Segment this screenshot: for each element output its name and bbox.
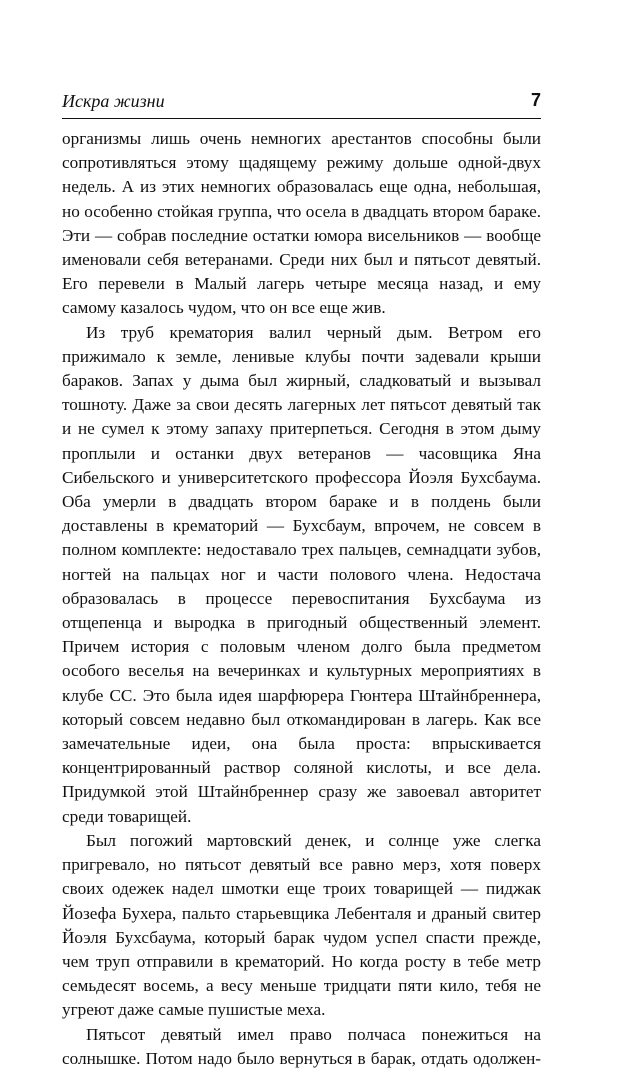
header-rule	[62, 118, 541, 119]
paragraph-1: организмы лишь очень немногих арестантов способны были сопротивляться этому щадящему режиму дольше одной-двух недель. А из этих немногих образовалась еще одна, небольшая, но особенно стойкая группа, что осела в двадцать втором бараке. Эти — собрав последние остатки юмора висельников — вообще именовали себя ветеранами. Среди них был и пятьсот девятый. Его перевели в Малый лагерь четыре месяца назад, и ему самому казалось чудом, что он все еще жив.	[62, 129, 541, 318]
paragraph-3: Был погожий мартовский денек, и солнце уже слегка пригревало, но пятьсот девятый все равно мерз, хотя поверх своих одежек надел шмотки еще троих товарищей — пиджак Йозефа Бухера, пальто старьевщика Лебенталя и драный свитер Йоэля Бухсбаума, который барак чудом успел спасти прежде, чем труп отправили в крематорий. Но когда росту в тебе метр семьдесят восемь, а весу меньше тридцати пяти кило, тебя не угреют даже самые пушистые меха.	[62, 830, 541, 1020]
book-page	[62, 90, 541, 1071]
running-header	[62, 90, 541, 114]
body-text	[62, 127, 541, 1071]
running-title: Искра жизни	[62, 91, 165, 111]
paragraph-4: Пятьсот девятый имел право полчаса понежиться на солнышке. Потом надо было вернуться в барак, отдать одолжен-	[62, 1024, 541, 1068]
page-number: 7	[530, 90, 541, 110]
paragraph-2: Из труб крематория валил черный дым. Ветром его прижимало к земле, ленивые клубы почти задевали крыши бараков. Запах у дыма был жирный, сладковатый и вызывал тошноту. Даже за свои десять лагерных лет пятьсот девятый так и не сумел к этому запаху притерпеться. Сегодня в этом дыму проплыли и останки двух ветеранов — часовщика Яна Сибельского и университетского профессора Йоэля Бухсбаума. Оба умерли в двадцать втором бараке и в полдень были доставлены в крематорий — Бухсбаум, впрочем, не совсем в полном комплекте: недоставало трех пальцев, семнадцати зубов, ногтей на пальцах ног и части полового члена. Недостача образовалась в процессе перевоспитания Бухсбаума из отщепенца и выродка в пригодный общественный элемент. Причем история с половым членом долго была предметом особого веселья на вечеринках и культурных мероприятиях в клубе СС. Это была идея шарфюрера Гюнтера Штайнбреннера, который совсем недавно был откомандирован в лагерь. Как все замечательные идеи, она была проста: впрыскивается концентрированный раствор соляной кислоты, и все дела. Придумкой этой Штайнбреннер сразу же завоевал авторитет среди товарищей.	[62, 322, 541, 826]
